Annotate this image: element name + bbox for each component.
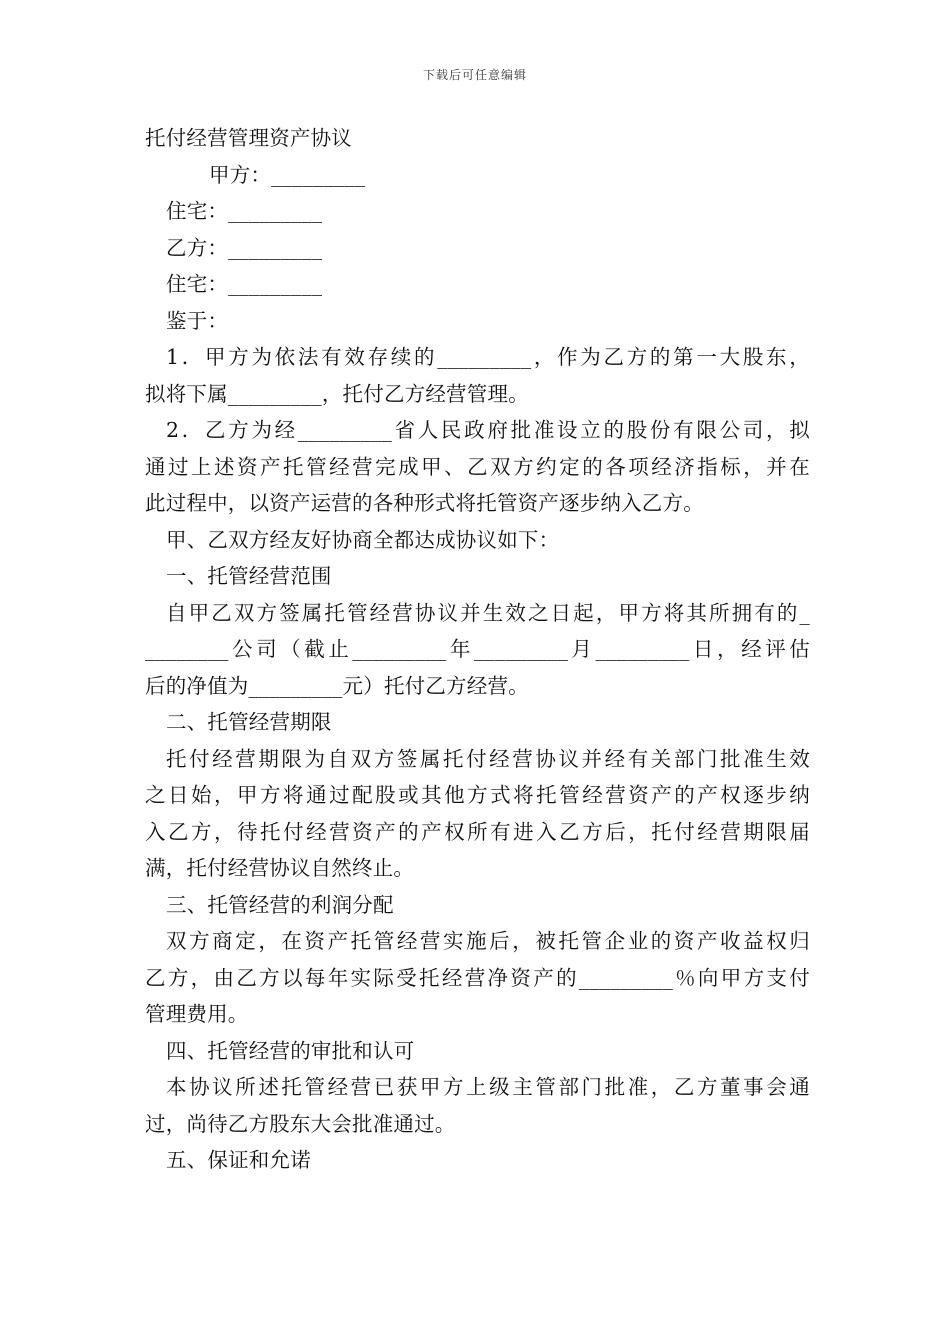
- recital-1-line: 1．甲方为依法有效存续的_________，作为乙方的第一大股东，: [166, 345, 810, 369]
- section-heading-5: 五、保证和允诺: [166, 1148, 311, 1172]
- party-a-field: 甲方：_________: [209, 162, 366, 187]
- section-1-line: 自甲乙双方签属托管经营协议并生效之日起，甲方将其所拥有的_: [166, 600, 810, 625]
- recital-2-line: 2．乙方为经_________省人民政府批准设立的股份有限公司，拟: [166, 418, 810, 442]
- section-heading-2: 二、托管经营期限: [166, 710, 332, 734]
- section-4-line: 本协议所述托管经营已获甲方上级主管部门批准，乙方董事会通: [166, 1075, 810, 1099]
- section-1-line: 后的净值为_________元）托付乙方经营。: [145, 673, 529, 698]
- recital-1-line: 拟将下属_________，托付乙方经营管理。: [145, 381, 529, 406]
- recital-2-line: 通过上述资产托管经营完成甲、乙双方约定的各项经济指标，并在: [145, 454, 810, 479]
- document-body: [145, 120, 810, 1179]
- document-title: 托付经营管理资产协议: [145, 126, 352, 150]
- section-2-line: 入乙方，待托付经营资产的产权所有进入乙方后，托付经营期限届: [145, 819, 810, 844]
- party-b-address-field: 住宅：_________: [166, 272, 323, 296]
- section-4-line: 过，尚待乙方股东大会批准通过。: [145, 1111, 456, 1136]
- section-2-line: 托付经营期限为自双方签属托付经营协议并经有关部门批准生效: [166, 746, 810, 771]
- section-1-line: ________公司（截止_________年_________月_________日，经评估: [145, 637, 810, 661]
- recital-2-line: 此过程中，以资产运营的各种形式将托管资产逐步纳入乙方。: [145, 491, 704, 515]
- section-2-line: 之日始，甲方将通过配股或其他方式将托管经营资产的产权逐步纳: [145, 783, 810, 807]
- section-heading-4: 四、托管经营的审批和认可: [166, 1038, 415, 1063]
- section-2-line: 满，托付经营协议自然终止。: [145, 856, 415, 880]
- party-b-field: 乙方：_________: [166, 235, 323, 260]
- section-heading-1: 一、托管经营范围: [166, 564, 332, 588]
- section-heading-3: 三、托管经营的利润分配: [166, 892, 394, 917]
- section-3-line: 乙方，由乙方以每年实际受托经营净资产的_________％向甲方支付: [145, 965, 810, 990]
- section-3-line: 管理费用。: [145, 1002, 249, 1026]
- party-a-address-field: 住宅：_________: [166, 199, 323, 223]
- whereas-label: 鉴于：: [166, 308, 229, 333]
- section-3-line: 双方商定，在资产托管经营实施后，被托管企业的资产收益权归: [166, 929, 810, 953]
- header-note: 下载后可任意编辑: [422, 68, 527, 82]
- agreement-intro: 甲、乙双方经友好协商全都达成协议如下：: [166, 527, 560, 552]
